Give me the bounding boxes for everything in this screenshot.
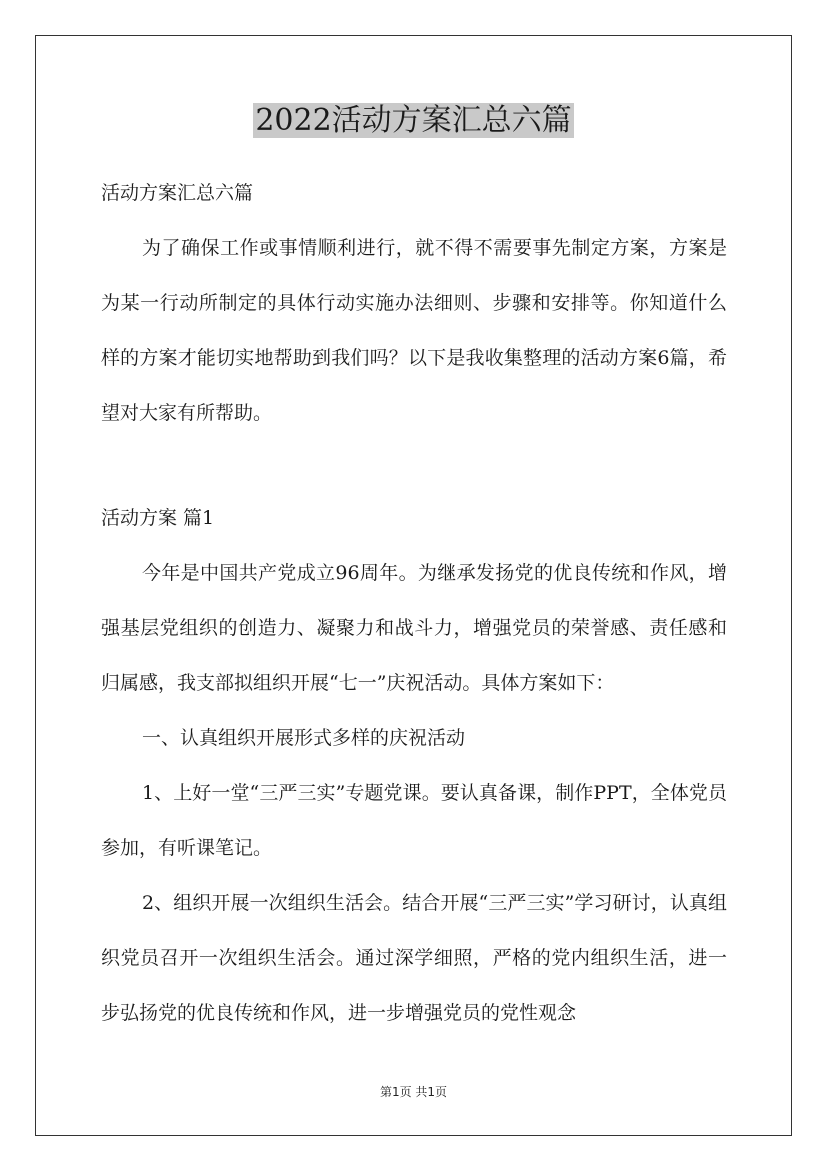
- document-body: [101, 166, 727, 1041]
- paragraph: 一、认真组织开展形式多样的庆祝活动: [142, 727, 466, 749]
- document-title: [0, 100, 827, 142]
- section-spacer: [101, 441, 727, 491]
- intro-paragraph: 为了确保工作或事情顺利进行，就不得不需要事先制定方案，方案是为某一行动所制定的具体行动实施办法细则、步骤和安排等。你知道什么样的方案才能切实地帮助到我们吗？以下是我收集整理的活动方案6篇，希望对大家有所帮助。: [101, 237, 727, 424]
- section-heading: 活动方案 篇1: [101, 507, 215, 529]
- paragraph: 今年是中国共产党成立96周年。为继承发扬党的优良传统和作风，增强基层党组织的创造力、凝聚力和战斗力，增强党员的荣誉感、责任感和归属感，我支部拟组织开展“七一”庆祝活动。具体方案如下：: [101, 562, 727, 694]
- document-title-text: 2022活动方案汇总六篇: [255, 103, 572, 138]
- subtitle: 活动方案汇总六篇: [101, 182, 254, 204]
- page-footer: 第1页 共1页: [379, 1085, 448, 1099]
- paragraph: 2、组织开展一次组织生活会。结合开展“三严三实”学习研讨，认真组织党员召开一次组织生活会。通过深学细照，严格的党内组织生活，进一步弘扬党的优良传统和作风，进一步增强党员的党性观念: [101, 892, 727, 1024]
- paragraph: 1、上好一堂“三严三实”专题党课。要认真备课，制作PPT，全体党员参加，有听课笔记。: [101, 782, 727, 859]
